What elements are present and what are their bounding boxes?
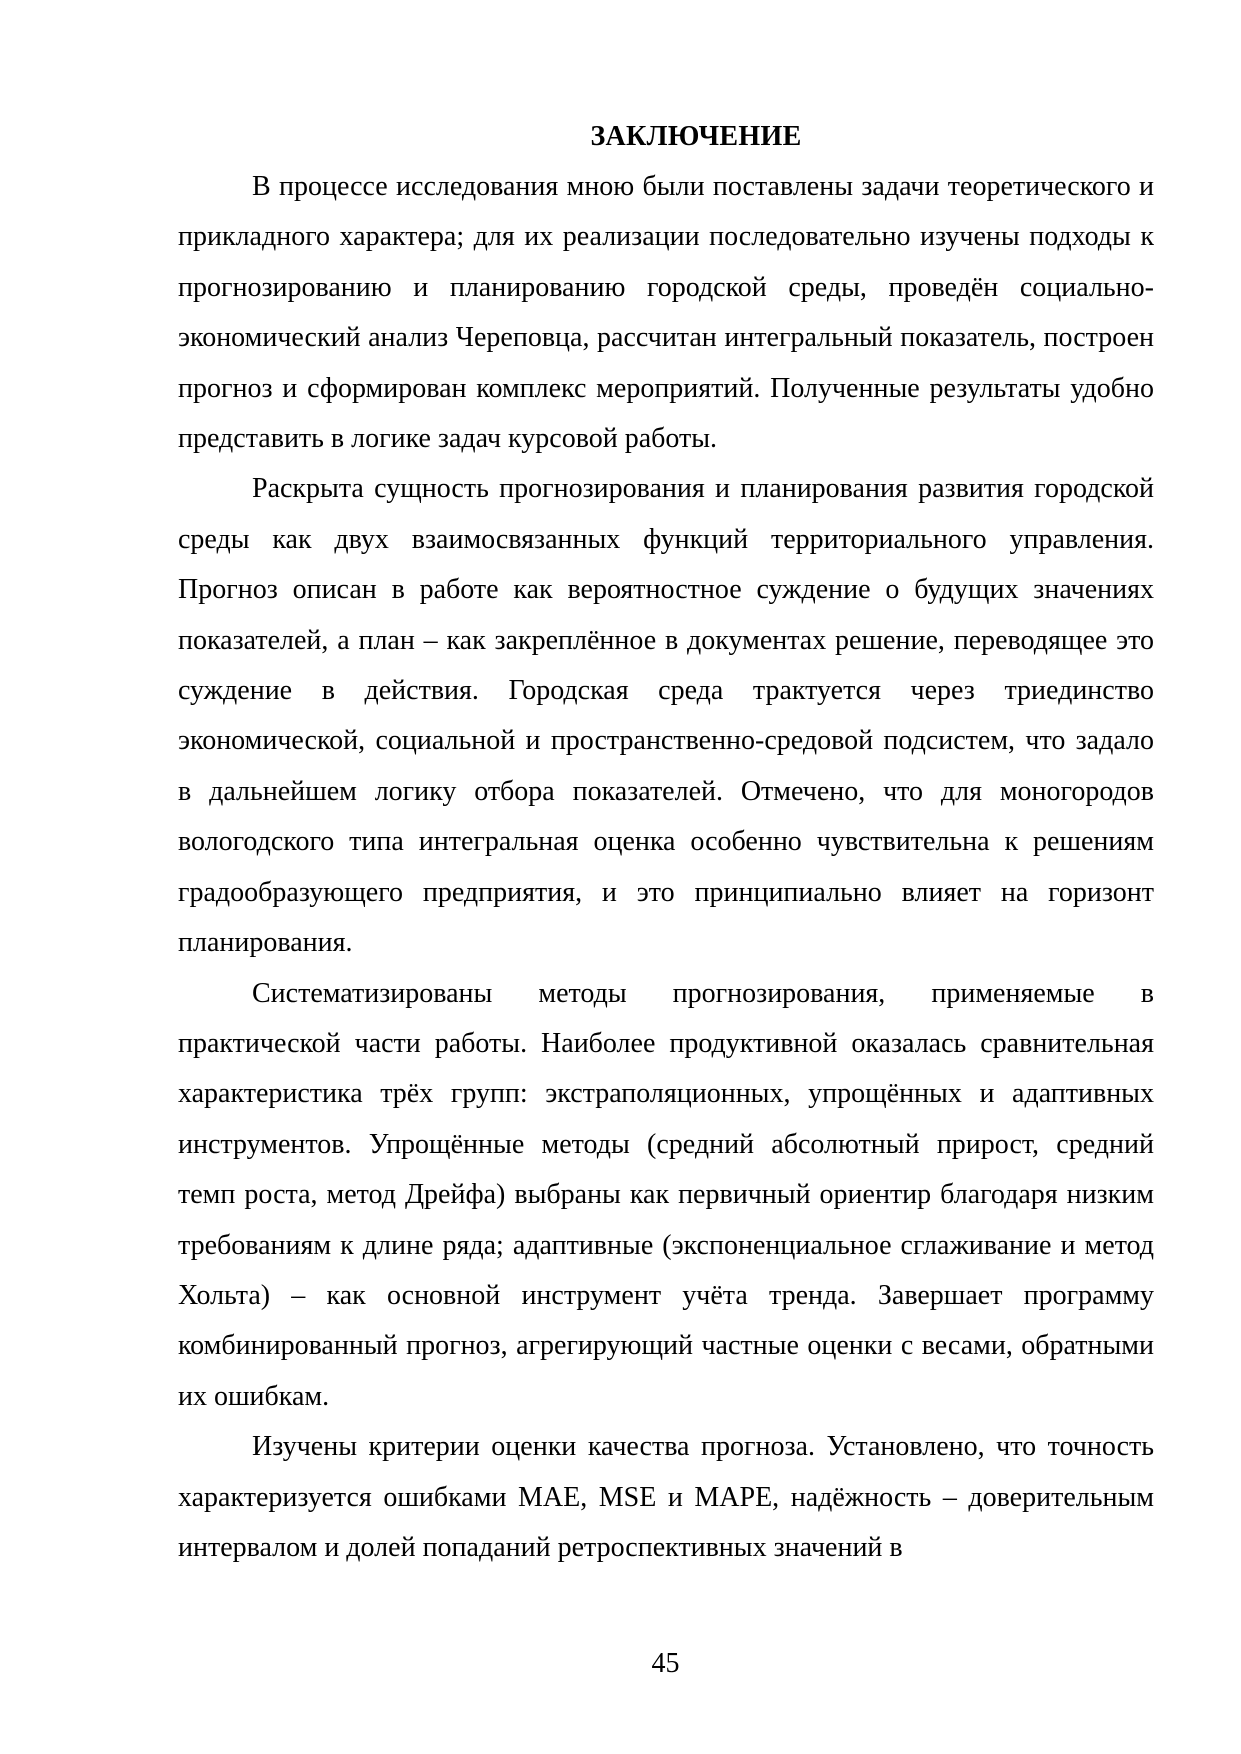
page-number: 45: [651, 1648, 680, 1679]
paragraph-1: В процессе исследования мною были поставлены задачи теоретического и прикладного характера; для их реализации последовательно изучены подходы к прогнозированию и планированию городской среды, проведён социально-экономический анализ Череповца, рассчитан интегральный показатель, построен прогноз и сформирован комплекс мероприятий. Полученные результаты удобно представить в логике задач курсовой работы.: [178, 171, 1154, 455]
section-heading: ЗАКЛЮЧЕНИЕ: [590, 121, 802, 152]
page-content: [178, 112, 1154, 1573]
paragraph-4: Изучены критерии оценки качества прогноза. Установлено, что точность характеризуется ошибками MAE, MSE и MAPE, надёжность – доверительным интервалом и долей попаданий ретроспективных значений в: [178, 1431, 1154, 1563]
paragraph-3: Систематизированы методы прогнозирования, применяемые в практической части работы. Наиболее продуктивной оказалась сравнительная характеристика трёх групп: экстраполяционных, упрощённых и адаптивных инструментов. Упрощённые методы (средний абсолютный прирост, средний темп роста, метод Дрейфа) выбраны как первичный ориентир благодаря низким требованиям к длине ряда; адаптивные (экспоненциальное сглаживание и метод Хольта) – как основной инструмент учёта тренда. Завершает программу комбинированный прогноз, агрегирующий частные оценки с весами, обратными их ошибкам.: [178, 977, 1154, 1412]
paragraph-2: Раскрыта сущность прогнозирования и планирования развития городской среды как двух взаимосвязанных функций территориального управления. Прогноз описан в работе как вероятностное суждение о будущих значениях показателей, а план – как закреплённое в документах решение, переводящее это суждение в действия. Городская среда трактуется через триединство экономической, социальной и пространственно-средовой подсистем, что задало в дальнейшем логику отбора показателей. Отмечено, что для моногородов вологодского типа интегральная оценка особенно чувствительна к решениям градообразующего предприятия, и это принципиально влияет на горизонт планирования.: [178, 473, 1154, 959]
